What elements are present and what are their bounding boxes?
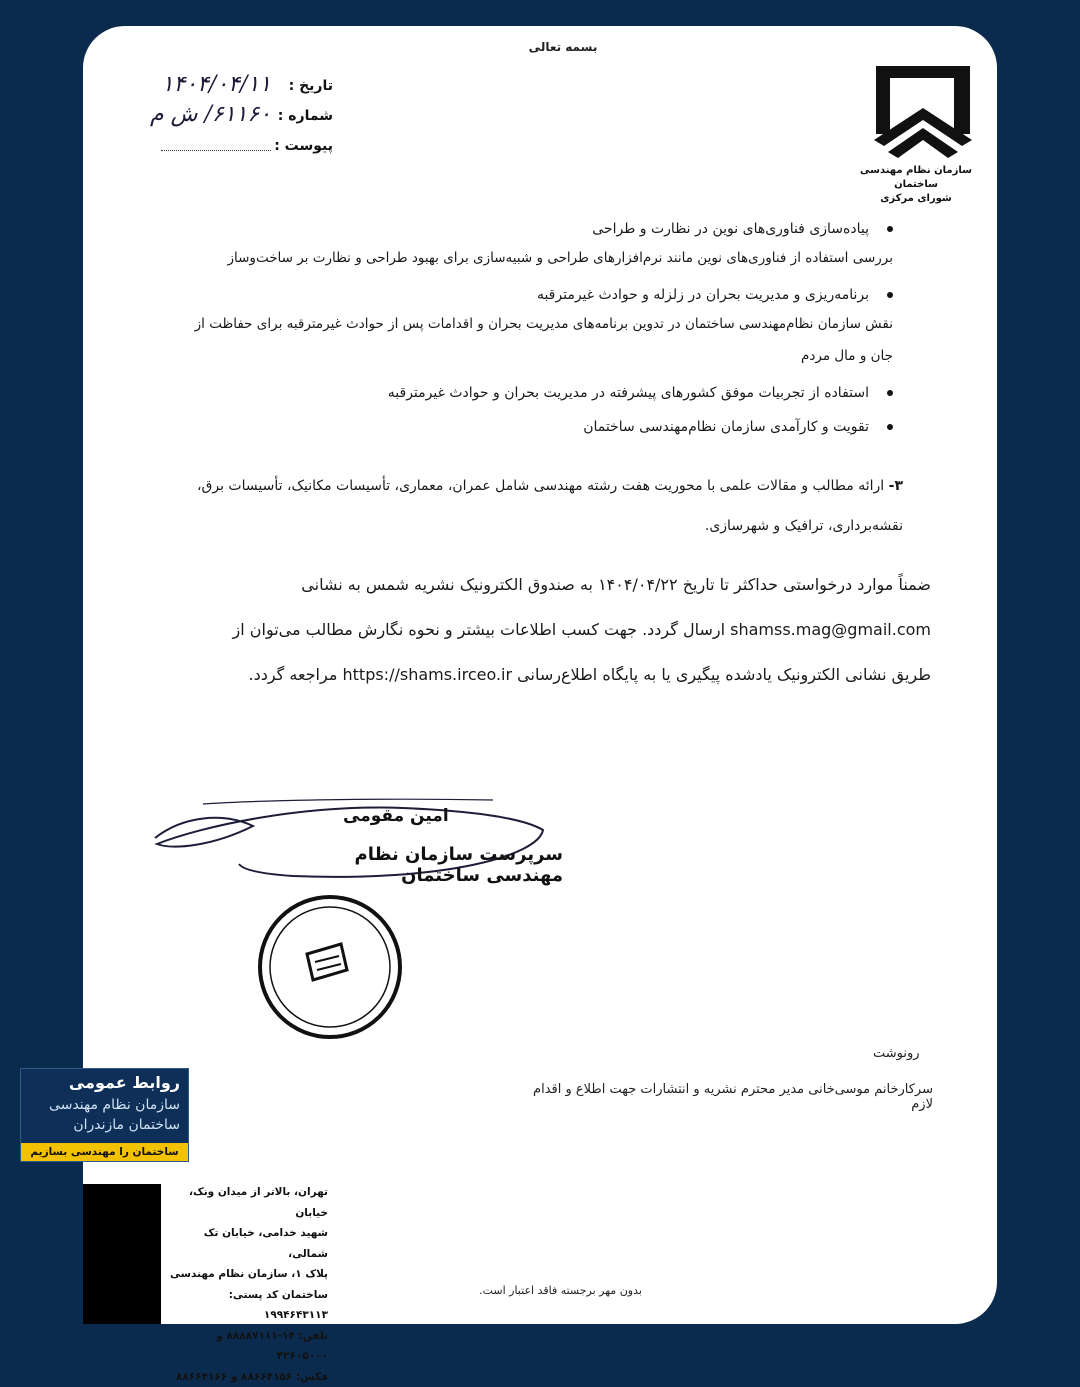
org-caption-line2: شورای مرکزی	[851, 192, 981, 206]
bullet-title: برنامه‌ریزی و مدیریت بحران در زلزله و حوادث غیرمترقبه	[537, 287, 869, 303]
number-label: شماره :	[278, 108, 333, 124]
signature-block	[143, 786, 563, 896]
closing-paragraph	[191, 562, 931, 697]
badge-line1: روابط عمومی	[30, 1073, 180, 1092]
organization-logo-icon	[868, 62, 978, 162]
closing-url-link[interactable]: https://shams.irceo.ir	[343, 665, 513, 684]
bullet-title: استفاده از تجربیات موفق کشورهای پیشرفته در مدیریت بحران و حوادث غیرمترقبه	[388, 385, 869, 401]
meta-date-row	[103, 72, 333, 102]
bullet-dot	[887, 424, 893, 430]
bullet-dot	[887, 390, 893, 396]
date-label: تاریخ :	[289, 78, 333, 94]
cc-text: سرکارخانم موسی‌خانی مدیر محترم نشریه و انتشارات جهت اطلاع و اقدام لازم	[513, 1082, 933, 1112]
number-value: ۶۱۱۶۰/ ش م	[150, 102, 271, 127]
closing-part2: ارسال گردد. جهت کسب اطلاعات بیشتر و نحوه نگارش مطالب می‌توان از طریق نشانی الکترونیک یادشده پیگیری یا به پایگاه اطلاع‌رسانی	[233, 620, 932, 684]
address-line: پلاک ۱، سازمان نظام مهندسی	[163, 1264, 328, 1285]
item-three-number: ۳-	[889, 478, 903, 494]
address-line: تهران، بالاتر از میدان ونک، خیابان	[163, 1182, 328, 1223]
bullet-dot	[887, 292, 893, 298]
badge-slogan: ساختمان را مهندسی بسازیم	[21, 1143, 188, 1161]
attachment-label: پیوست :	[274, 138, 333, 154]
letter-meta	[103, 72, 333, 162]
meta-number-row	[103, 102, 333, 132]
address-line: شهید خدامی، خیابان تک شمالی،	[163, 1223, 328, 1264]
meta-attachment-row	[103, 132, 333, 162]
item-three-text: ارائه مطالب و مقالات علمی با محوریت هفت رشته مهندسی شامل عمران، معماری، تأسیسات مکانیک، تأسیسات برق، نقشه‌برداری، ترافیک و شهرسازی.	[197, 478, 903, 534]
bullet-title: پیاده‌سازی فناوری‌های نوین در نظارت و طراحی	[592, 221, 869, 237]
organization-caption	[851, 164, 981, 206]
closing-part3: مراجعه گردد.	[249, 665, 338, 684]
address-line: تلفن: ۱۴-۸۸۸۸۷۱۱۱ و ۴۲۶۰۵۰۰۰	[163, 1326, 328, 1367]
bullet-item	[193, 414, 893, 440]
address-block	[163, 1182, 328, 1387]
item-three	[191, 466, 903, 546]
bullet-desc: نقش سازمان نظام‌مهندسی ساختمان در تدوین برنامه‌های مدیریت بحران و اقدامات پس از حوادث غیرمترقبه برای حفاظت از جان و مال مردم	[193, 308, 893, 372]
validity-note: بدون مهر برجسته فاقد اعتبار است.	[453, 1284, 668, 1297]
badge-line2: سازمان نظام مهندسی	[30, 1097, 180, 1113]
badge-line3: ساختمان مازندران	[30, 1117, 180, 1133]
signer-title: سرپرست سازمان نظام مهندسی ساختمان	[283, 844, 563, 886]
date-value: ۱۴۰۴/۰۴/۱۱	[162, 72, 271, 97]
official-seal-icon	[255, 892, 405, 1042]
attachment-dots	[161, 150, 271, 151]
bullet-title: تقویت و کارآمدی سازمان نظام‌مهندسی ساختمان	[583, 419, 869, 435]
address-line: فکس: ۸۸۶۶۴۱۵۶ و ۸۸۶۶۴۱۶۶	[163, 1367, 328, 1387]
redaction-block	[83, 1184, 161, 1324]
bullet-desc: بررسی استفاده از فناوری‌های نوین مانند نرم‌افزارهای طراحی و شبیه‌سازی برای بهبود طراحی و نظارت بر ساخت‌وساز	[193, 242, 893, 274]
bullet-dot	[887, 226, 893, 232]
bullet-item	[193, 282, 893, 372]
closing-email-link[interactable]: shamss.mag@gmail.com	[730, 620, 931, 639]
closing-part1: ضمناً موارد درخواستی حداکثر تا تاریخ ۱۴۰۴/۰۴/۲۲ به صندوق الکترونیک نشریه شمس به نشانی	[301, 575, 931, 594]
cc-label: رونوشت	[873, 1046, 920, 1061]
letter-page	[83, 26, 997, 1324]
org-caption-line1: سازمان نظام مهندسی ساختمان	[851, 164, 981, 192]
bismillah: بسمه تعالی	[463, 40, 663, 54]
publisher-badge	[20, 1068, 189, 1162]
bullet-list	[193, 216, 893, 448]
bullet-item	[193, 380, 893, 406]
address-line: ساختمان کد پستی: ۱۹۹۴۶۴۳۱۱۳	[163, 1285, 328, 1326]
signer-name: امین مقومی	[343, 806, 449, 826]
bullet-item	[193, 216, 893, 274]
